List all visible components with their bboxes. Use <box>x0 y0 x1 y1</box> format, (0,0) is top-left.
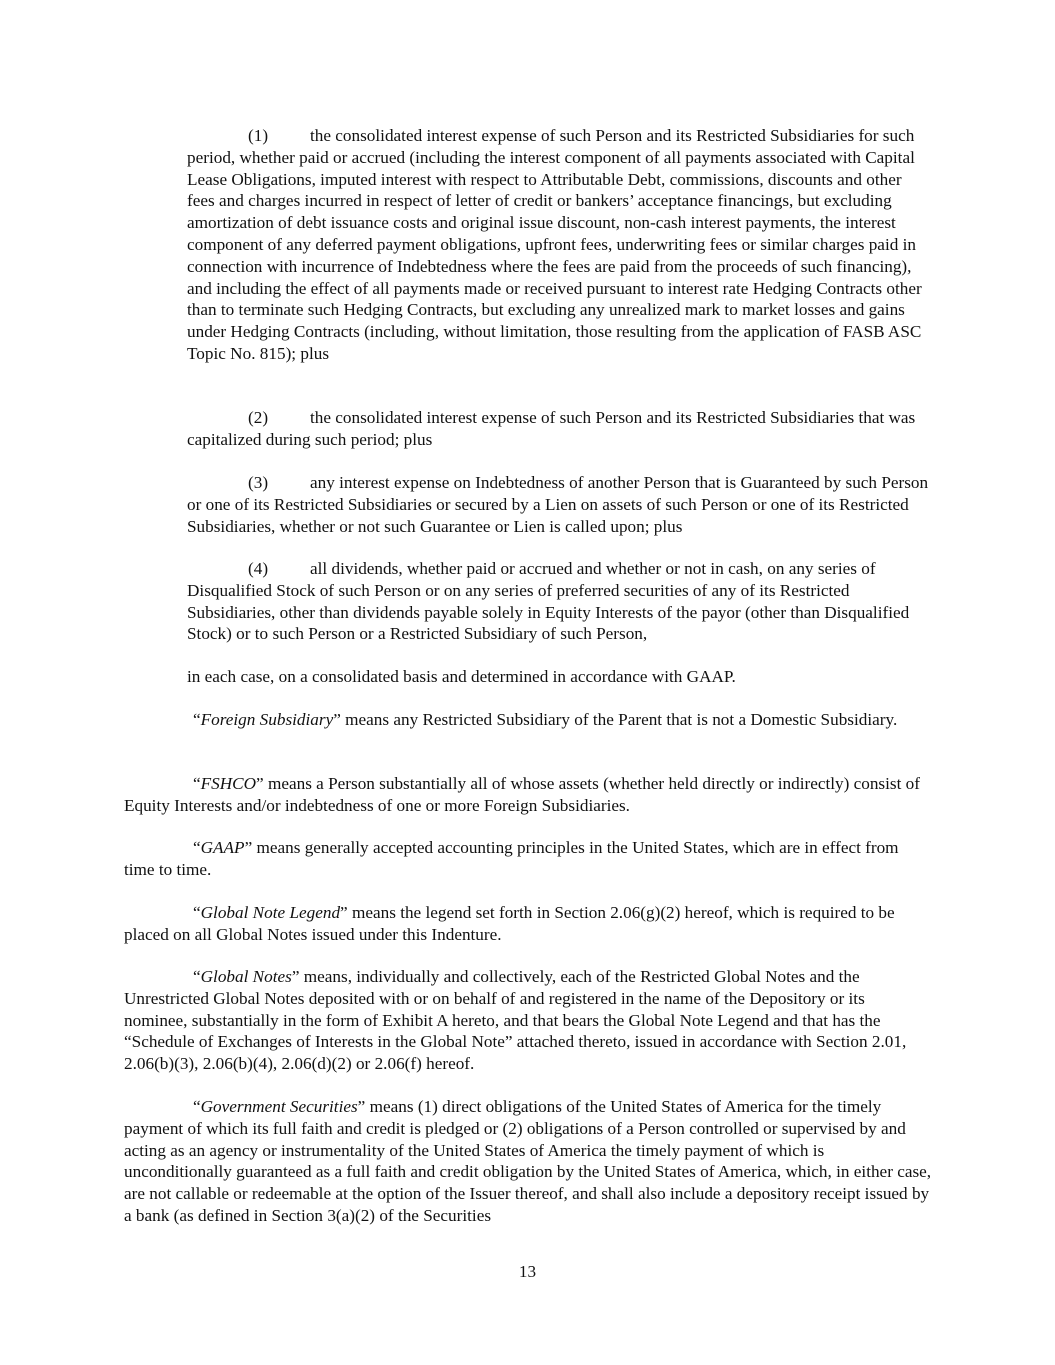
defined-term: GAAP <box>200 838 245 857</box>
definition-government-securities <box>124 1096 932 1227</box>
definition-paragraph <box>124 902 932 946</box>
clause-text: all dividends, whether paid or accrued and whether or not in cash, on any series of Disqualified Stock of such Person or on any series of preferred securities of any of its Restricted Subsidiaries, other than dividends payable solely in Equity Interests of the payor (other than Disqualified Stock) or to such Person or a Restricted Subsidiary of such Person, <box>187 559 910 644</box>
definition-text: means the legend set forth in Section 2.06(g)(2) hereof, which is required to be placed on all Global Notes issued under this Indenture. <box>124 903 895 944</box>
clause-number: (2) <box>248 408 269 427</box>
definition-paragraph <box>124 1096 932 1227</box>
clause-2-paragraph <box>187 407 932 451</box>
defined-term: FSHCO <box>200 774 257 793</box>
definition-text: means generally accepted accounting principles in the United States, which are in effect from time to time. <box>124 838 899 879</box>
definition-paragraph <box>124 709 932 731</box>
open-quote: “ <box>193 710 201 729</box>
close-quote: ” <box>244 838 253 857</box>
clause-3 <box>187 472 932 537</box>
open-quote: “ <box>193 774 201 793</box>
defined-term: Global Notes <box>200 967 292 986</box>
definition-paragraph <box>124 837 932 881</box>
clause-number: (4) <box>248 559 269 578</box>
definition-paragraph <box>124 966 932 1075</box>
clause-3-paragraph <box>187 472 932 537</box>
definition-gaap <box>124 837 932 881</box>
page-number: 13 <box>518 1262 537 1281</box>
open-quote: “ <box>193 1097 201 1116</box>
definition-foreign-subsidiary <box>124 709 932 731</box>
open-quote: “ <box>193 838 201 857</box>
clause-text: the consolidated interest expense of such Person and its Restricted Subsidiaries that was capitalized during such period; plus <box>187 408 916 449</box>
definition-text: means, individually and collectively, each of the Restricted Global Notes and the Unrestricted Global Notes deposited with or on behalf of and registered in the name of the Depository or its nominee, substantially in the form of Exhibit A hereto, and that bears the Global Note Legend and that has the “Schedule of Exchanges of Interests in the Global Note” attached thereto, issued in accordance with Section 2.01, 2.06(b)(3), 2.06(b)(4), 2.06(d)(2) or 2.06(f) hereof. <box>124 967 907 1074</box>
defined-term: Foreign Subsidiary <box>200 710 334 729</box>
close-quote: ” <box>333 710 341 729</box>
clause-number: (1) <box>248 126 269 145</box>
definition-paragraph <box>124 773 932 817</box>
closing-line-text: in each case, on a consolidated basis and determined in accordance with GAAP. <box>187 667 736 686</box>
clause-2 <box>187 407 932 451</box>
clause-1 <box>187 125 932 365</box>
close-quote: ” <box>256 774 264 793</box>
definition-global-notes <box>124 966 932 1075</box>
clause-4-paragraph <box>187 558 932 645</box>
close-quote: ” <box>340 903 348 922</box>
definition-global-note-legend <box>124 902 932 946</box>
close-quote: ” <box>291 967 300 986</box>
definition-text: means a Person substantially all of whose assets (whether held directly or indirectly) consist of Equity Interests and/or indebtedness of one or more Foreign Subsidiaries. <box>124 774 920 815</box>
definition-text: means (1) direct obligations of the United States of America for the timely payment of which its full faith and credit is pledged or (2) obligations of a Person controlled or supervised by and acting as an agency or instrumentality of the United States of America the timely payment of which is unconditionally guaranteed as a full faith and credit obligation by the United States of America, which, in either case, are not callable or redeemable at the option of the Issuer thereof, and shall also include a depository receipt issued by a bank (as defined in Section 3(a)(2) of the Securities <box>124 1097 932 1225</box>
clause-1-paragraph <box>187 125 932 365</box>
open-quote: “ <box>193 967 201 986</box>
defined-term: Government Securities <box>200 1097 358 1116</box>
clause-text: the consolidated interest expense of such Person and its Restricted Subsidiaries for such period, whether paid or accrued (including the interest component of all payments associated with Capital Lease Obligations, imputed interest with respect to Attributable Debt, commissions, discounts and other fees and charges incurred in respect of letter of credit or bankers’ acceptance financings, but excluding amortization of debt issuance costs and original issue discount, non-cash interest payments, the interest component of any deferred payment obligations, upfront fees, underwriting fees or similar charges paid in connection with incurrence of Indebtedness where the fees are paid from the proceeds of such financing), and including the effect of all payments made or received pursuant to interest rate Hedging Contracts other than to terminate such Hedging Contracts, but excluding any unrealized mark to market losses and gains under Hedging Contracts (including, without limitation, those resulting from the application of FASB ASC Topic No. 815); plus <box>187 126 922 363</box>
defined-term: Global Note Legend <box>200 903 341 922</box>
definition-fshco <box>124 773 932 817</box>
closing-line <box>187 666 932 688</box>
clause-text: any interest expense on Indebtedness of another Person that is Guaranteed by such Person or one of its Restricted Subsidiaries or secured by a Lien on assets of such Person or one of its Restricted Subsidiaries, whether or not such Guarantee or Lien is called upon; plus <box>187 473 929 536</box>
clause-4 <box>187 558 932 645</box>
close-quote: ” <box>357 1097 366 1116</box>
open-quote: “ <box>193 903 201 922</box>
clause-number: (3) <box>248 473 269 492</box>
definition-text: means any Restricted Subsidiary of the Parent that is not a Domestic Subsidiary. <box>340 710 898 729</box>
